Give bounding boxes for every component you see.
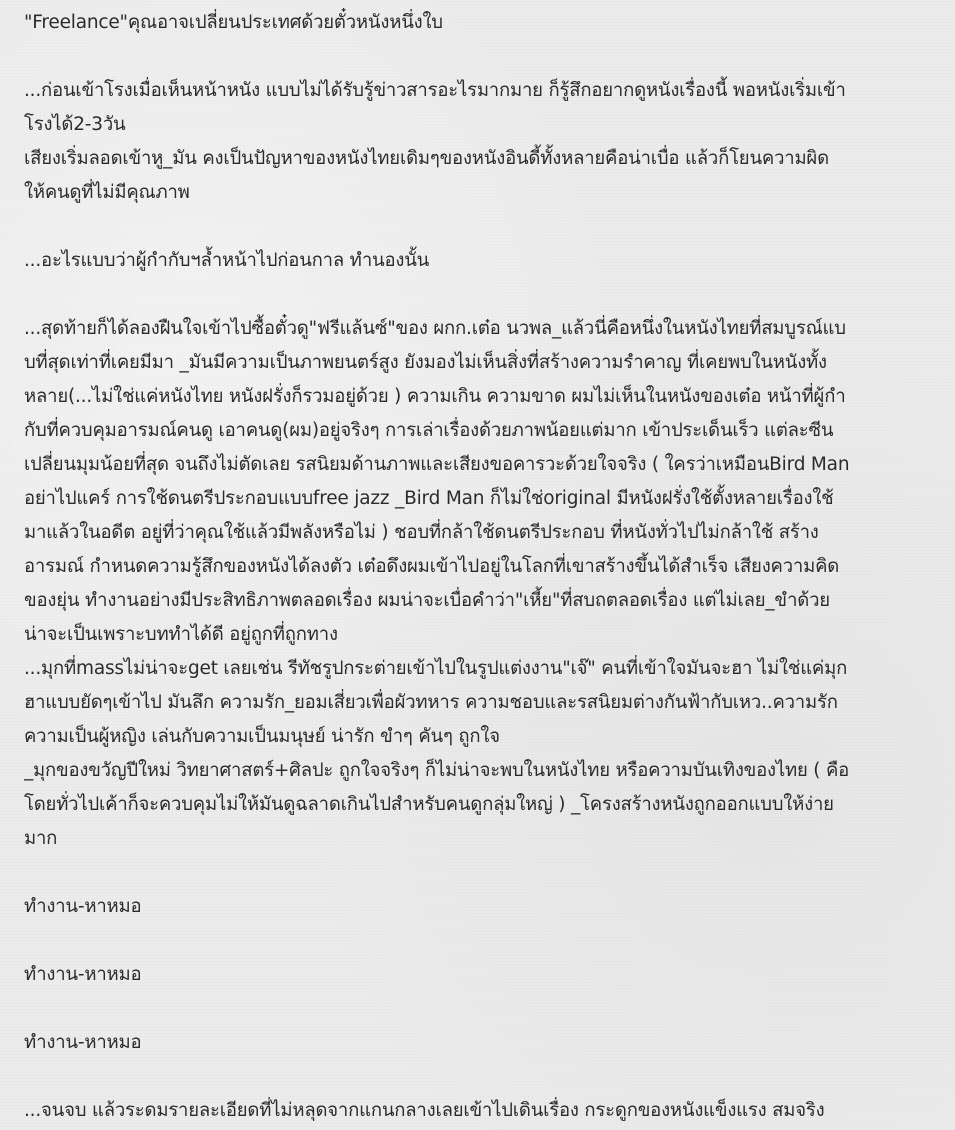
text-line-title: "Freelance"คุณอาจเปลี่ยนประเทศด้วยตั๋วหนังหนึ่งใบ	[24, 12, 443, 33]
blank-line	[24, 992, 941, 1026]
text-line: เปลี่ยนมุมน้อยที่สุด จนถึงไม่ตัดเลย รสนิยมด้านภาพและเสียงขอคารวะด้วยใจจริง ( ใครว่าเหมือนBird Man	[24, 454, 850, 475]
text-line: ความเป็นผู้หญิง เล่นกับความเป็นมนุษย์ น่ารัก ขำๆ คันๆ ถูกใจ	[24, 726, 500, 747]
text-line: ทำงาน-หาหมอ	[24, 896, 142, 917]
blank-line	[24, 40, 941, 74]
text-line: ฮาแบบยัดๆเข้าไป มันลึก ความรัก_ยอมเสี่ยวเพื่อผัวทหาร ความชอบและรสนิยมต่างกันฟ้ากับเหว..ความรัก	[24, 692, 838, 713]
text-line: ...อะไรแบบว่าผู้กำกับฯล้ำหน้าไปก่อนกาล ทำนองนั้น	[24, 250, 430, 271]
blank-line	[24, 278, 941, 312]
text-line: อย่าไปแคร์ การใช้ดนตรีประกอบแบบfree jazz _Bird Man ก็ไม่ใช่original มีหนังฝรั่งใช้ตั้งหลายเรื่องใช้	[24, 488, 834, 509]
text-line: โรงได้2-3วัน	[24, 114, 126, 135]
blank-line	[24, 210, 941, 244]
text-line: ...สุดท้ายก็ได้ลองฝืนใจเข้าไปซื้อตั๋วดู"ฟรีแล้นซ์"ของ ผกก.เต๋อ นวพล_แล้วนี่คือหนึ่งในหนังไทยที่สมบูรณ์แบ	[24, 318, 846, 339]
text-line: ของยุ่น ทำงานอย่างมีประสิทธิภาพตลอดเรื่อง ผมน่าจะเบื่อคำว่า"เหี้ย"ที่สบถตลอดเรื่อง แต่ไม่เลย_ขำด้วย	[24, 590, 830, 611]
text-line: ให้คนดูที่ไม่มีคุณภาพ	[24, 182, 190, 203]
text-line: หลาย(...ไม่ใช่แค่หนังไทย หนังฝรั่งก็รวมอยู่ด้วย ) ความเกิน ความขาด ผมไม่เห็นในหนังของเต๋อ หน้าที่ผู้กำ	[24, 386, 846, 407]
text-line: _มุกของขวัญปีใหม่ วิทยาศาสตร์+ศิลปะ ถูกใจจริงๆ ก็ไม่น่าจะพบในหนังไทย หรือความบันเทิงของไทย ( คือ	[24, 760, 850, 781]
text-line: เสียงเริ่มลอดเข้าหู_มัน คงเป็นปัญหาของหนังไทยเดิมๆของหนังอินดี้ทั้งหลายคือน่าเบื่อ แล้วก็โยนความผิด	[24, 148, 829, 169]
blank-line	[24, 924, 941, 958]
text-line: อารมณ์ กำหนดความรู้สึกของหนังได้ลงตัว เต๋อดึงผมเข้าไปอยู่ในโลกที่เขาสร้างขึ้นได้สำเร็จ เสียงความคิด	[24, 556, 840, 577]
text-line: กับที่ควบคุมอารมณ์คนดู เอาคนดู(ผม)อยู่จริงๆ การเล่าเรื่องด้วยภาพน้อยแต่มาก เข้าประเด็นเร็ว แต่ละซีน	[24, 420, 834, 441]
text-line: มาแล้วในอดีต อยู่ที่ว่าคุณใช้แล้วมีพลังหรือไม่ ) ชอบที่กล้าใช้ดนตรีประกอบ ที่หนังทั่วไปไม่กล้าใช้ สร้าง	[24, 522, 819, 543]
blank-line	[24, 856, 941, 890]
text-line: ทำงาน-หาหมอ	[24, 964, 142, 985]
text-line: บที่สุดเท่าที่เคยมีมา _มันมีความเป็นภาพยนตร์สูง ยังมองไม่เห็นสิ่งที่สร้างความรำคาญ ที่เคยพบในหนังทั้ง	[24, 352, 827, 373]
text-line: ทำงาน-หาหมอ	[24, 1032, 142, 1053]
text-line: ...จนจบ แล้วระดมรายละเอียดที่ไม่หลุดจากแกนกลางเลยเข้าไปเดินเรื่อง กระดูกของหนังแข็งแรง สมจริง	[24, 1100, 825, 1121]
text-line: โดยทั่วไปเค้าก็จะควบคุมไม่ให้มันดูฉลาดเกินไปสำหรับคนดูกลุ่มใหญ่ ) _โครงสร้างหนังถูกออกแบบให้ง่าย	[24, 794, 834, 815]
text-line: มาก	[24, 828, 58, 849]
text-line: น่าจะเป็นเพราะบททำได้ดี อยู่ถูกที่ถูกทาง	[24, 624, 338, 645]
text-line: ...ก่อนเข้าโรงเมื่อเห็นหน้าหนัง แบบไม่ได้รับรู้ข่าวสารอะไรมากมาย ก็รู้สึกอยากดูหนังเรื่องนี้ พอหนังเริ่มเข้า	[24, 80, 846, 101]
text-line: ...มุกที่massไม่น่าจะget เลยเช่น รีทัชรูปกระต่ายเข้าไปในรูปแต่งงาน"เจ๊" คนที่เข้าใจมันจะฮา ไม่ใช่แค่มุก	[24, 658, 848, 679]
blank-line	[24, 1060, 941, 1094]
